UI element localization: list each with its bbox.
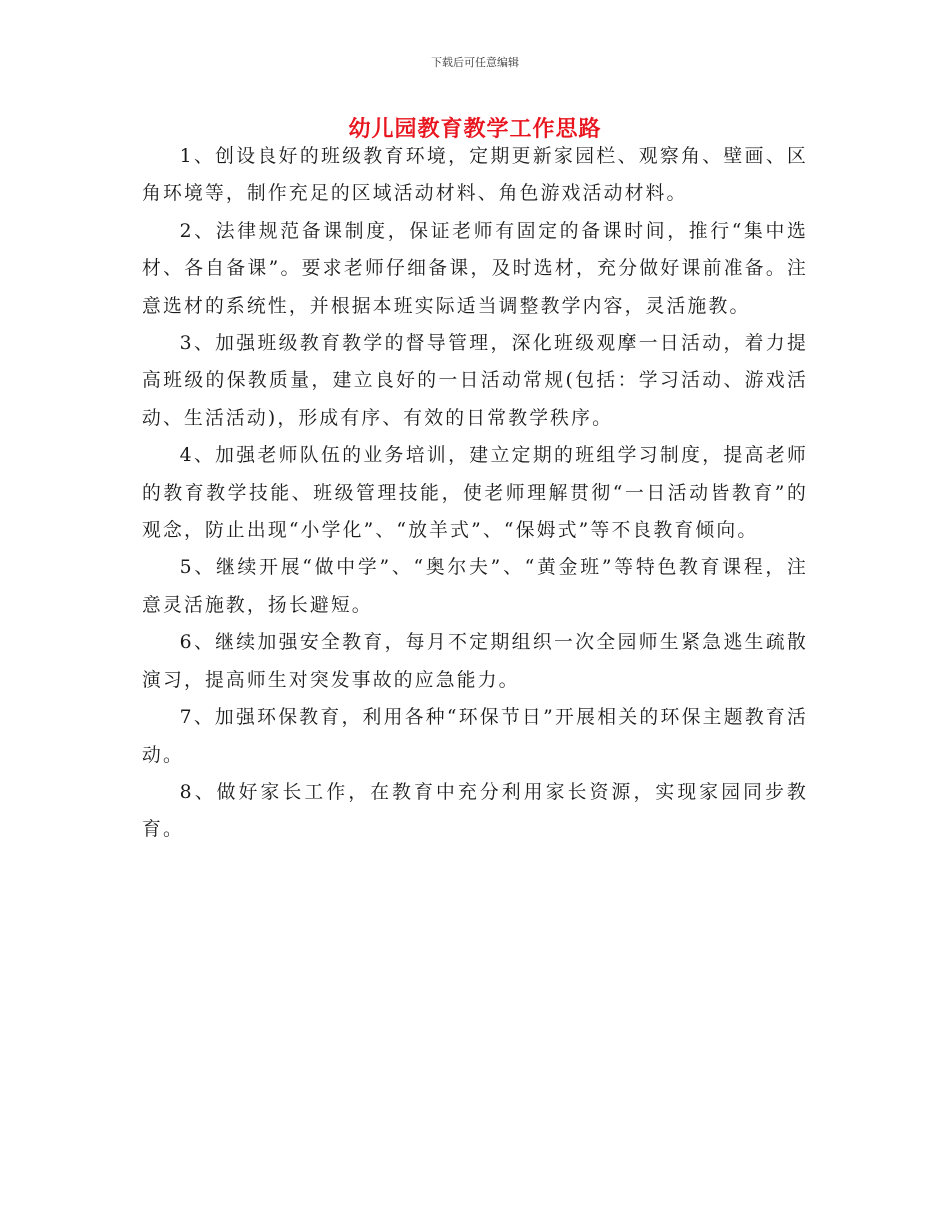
paragraph-6: 6、继续加强安全教育，每月不定期组织一次全园师生紧急逃生疏散演习，提高师生对突发事故的应急能力。 [142,632,808,691]
document-title: 幼儿园教育教学工作思路 [348,117,602,142]
paragraph-3: 3、加强班级教育教学的督导管理，深化班级观摩一日活动，着力提高班级的保教质量，建立良好的一日活动常规(包括：学习活动、游戏活动、生活活动)，形成有序、有效的日常教学秩序。 [142,333,808,429]
paragraph-1: 1、创设良好的班级教育环境，定期更新家园栏、观察角、壁画、区角环境等，制作充足的区域活动材料、角色游戏活动材料。 [142,146,808,205]
paragraph-5: 5、继续开展“做中学”、“奥尔夫”、“黄金班”等特色教育课程，注意灵活施教，扬长避短。 [142,557,808,616]
paragraph-7: 7、加强环保教育，利用各种“环保节日”开展相关的环保主题教育活动。 [142,707,808,766]
header-note: 下载后可任意编辑 [431,56,519,69]
paragraph-2: 2、法律规范备课制度，保证老师有固定的备课时间，推行“集中选材、各自备课”。要求老师仔细备课，及时选材，充分做好课前准备。注意选材的系统性，并根据本班实际适当调整教学内容，灵活施教。 [142,220,808,317]
paragraph-8: 8、做好家长工作，在教育中充分利用家长资源，实现家园同步教育。 [142,781,808,841]
document-body [142,138,808,849]
paragraph-4: 4、加强老师队伍的业务培训，建立定期的班组学习制度，提高老师的教育教学技能、班级管理技能，使老师理解贯彻“一日活动皆教育”的观念，防止出现“小学化”、“放羊式”、“保姆式”等不良教育倾向。 [142,445,808,542]
